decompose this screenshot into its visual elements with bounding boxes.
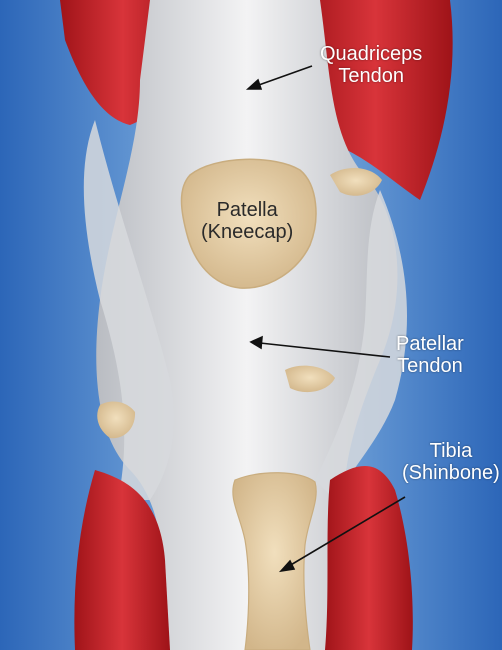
tibia-label-line2: (Shinbone) (402, 462, 500, 484)
tibia-label-line1: Tibia (429, 440, 473, 462)
patella-label-line2: (Kneecap) (201, 221, 294, 243)
patellar-label-line2: Tendon (397, 355, 463, 377)
patella-label-line1: Patella (216, 199, 278, 221)
tibia-label (402, 440, 500, 484)
quadriceps-label-line2: Tendon (338, 65, 404, 87)
patellar-tendon-label (396, 333, 464, 377)
quadriceps-tendon-label (320, 43, 422, 87)
patella-label (201, 199, 293, 243)
quadriceps-label-line1: Quadriceps (320, 43, 423, 65)
patellar-label-line1: Patellar (396, 333, 464, 355)
